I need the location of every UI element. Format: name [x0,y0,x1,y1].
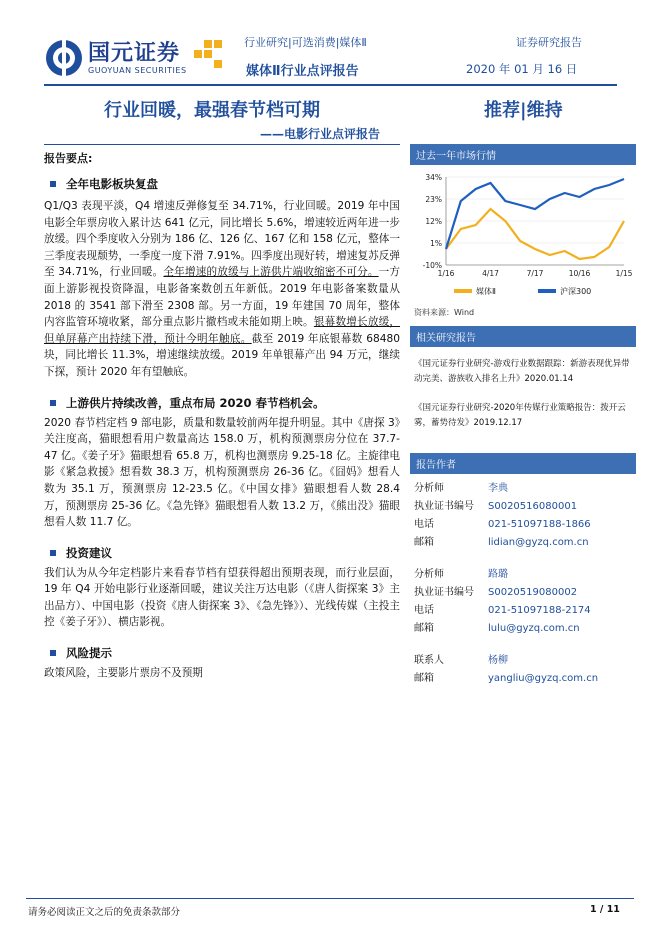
bullet-icon [50,400,56,406]
summary-label: 报告要点: [44,152,93,165]
y-tick-label: 23% [425,195,442,204]
headline-subtitle: ——电影行业点评报告 [260,127,381,141]
legend-swatch [454,289,472,293]
company-logo [44,34,224,82]
section-1-body: Q1/Q3 表现平淡，Q4 增速反弹修复至 34.71%，行业回暖。2019 年中国电影全年票房收入累计达 641 亿元，同比增长 5.6%，增速较近两年进一步放缓。四个季度收入分别为 186 亿、126 亿、167 亿和 158 亿元，整体一三季度表现颓势，一季度一度下滑 7.91%。四季度出现好转，增速复苏反弹至 34.71%，行业回暖。全年增速的放缓与上游供片端收缩密不可分。一方面上游影视投资降温，电影备案数创五年新低。2019 年电影备案数量从 2018 的 3541 部下滑至 2308 部。另一方面，19 年建国 70 周年，整体内容监管环境收紧，部分重点影片撤档或未能如期上映。银幕数增长放缓，但单屏幕产出持续下滑，预计今明年触底。截至 2019 年底银幕数 68480 块，同比增长 11.3%，增速继续放缓。2019 年单银幕产出 94 万元，继续下探，预计 2020 年有望触底。 [44,200,401,378]
author-3: 联系人 杨柳 邮箱 yangliu@gyzq.com.cn [414,655,599,684]
related-header: 相关研究报告 [410,326,636,347]
author-email[interactable]: yangliu@gyzq.com.cn [488,673,599,684]
author-tel: 021-51097188-1866 [488,519,591,530]
company-name-cn: 国元证券 [88,41,181,66]
legend-label: 媒体Ⅱ [476,287,496,296]
section-1-title: 全年电影板块复盘 [44,176,400,192]
author-name: 杨柳 [488,655,508,666]
section-4-title: 风险提示 [44,645,400,661]
author-name: 李典 [488,483,508,494]
x-tick-label: 10/16 [568,269,591,278]
series-line-1 [446,209,624,259]
market-chart [410,167,636,305]
y-tick-label: 34% [425,173,442,182]
section-2 [44,395,400,531]
report-date: 2020 年 01 月 16 日 [466,62,578,76]
section-3-body: 我们认为从今年定档影片来看春节档有望获得超出预期表现，而行业层面，19 年 Q4 开始电影行业逐渐回暖，建议关注万达电影（《唐人街探案 3》主出品方）、中国电影（投资《唐人街探案 3》、《急先锋》）、光线传媒（主投主控《姜子牙》）、横店影视。 [44,566,400,629]
author-1: 分析师 李典 执业证书编号 S0020516080001 电话 021-51097188-1866 邮箱 lidian@gyzq.com.cn [414,483,591,548]
section-4-body: 政策风险，主要影片票房不及预期 [44,667,203,680]
section-2-body: 2020 春节档定档 9 部电影，质量和数量较前两年提升明显。其中《唐探 3》关注度高，猫眼想看用户数量高达 158.0 万，机构预测票房分位在 37.7-47 亿。《姜子牙》猫眼想看 65.8 万，机构也测票房 9.25-18 亿。主旋律电影《紧急救援》想看数 38.3 万，机构预测票房 26-36 亿。《囧妈》想看人数为 35.1 万，预测票房 12-23.5 亿。《中国女排》猫眼想看人数 28.4 万，预测票房 25-36 亿。《急先锋》猫眼想看人数 13.2 万，《熊出没》猫眼想看人数 11.7 亿。 [44,416,400,529]
footer-disclaimer: 请务必阅读正文之后的免责条款部分 [28,907,181,918]
author-email[interactable]: lulu@gyzq.com.cn [488,623,580,634]
rating: 推荐|维持 [484,100,563,121]
main-column [44,176,400,682]
bullet-icon [50,650,56,656]
author-email[interactable]: lidian@gyzq.com.cn [488,537,589,548]
authors-header: 报告作者 [410,453,636,474]
page-number: 1 / 11 [590,904,620,915]
report-kind: 证券研究报告 [516,36,582,49]
author-cert: S0020519080002 [488,587,578,598]
header-categories: 行业研究|可选消费|媒体Ⅱ [244,36,367,49]
x-tick-label: 1/15 [615,269,633,278]
author-2: 分析师 路璐 执业证书编号 S0020519080002 电话 021-51097188-2174 邮箱 lulu@gyzq.com.cn [414,569,591,634]
report-title: 媒体Ⅱ行业点评报告 [246,64,359,79]
x-tick-label: 4/17 [482,269,499,278]
x-tick-label: 7/17 [526,269,544,278]
section-2-title: 上游供片持续改善，重点布局 2020 春节档机会。 [44,395,400,411]
market-panel-header: 过去一年市场行情 [410,144,636,165]
author-tel: 021-51097188-2174 [488,605,591,616]
bullet-icon [50,181,56,187]
related-item-2[interactable]: 《国元证券行业研究-2020年传媒行业策略报告：拨开云雾，蓄势待发》2019.12.17 [414,403,626,428]
legend-swatch [538,289,556,293]
company-name-en: GUOYUAN SECURITIES [88,66,187,75]
x-tick-label: 1/16 [437,269,455,278]
logo-squares-icon [190,40,224,70]
footer-rule [26,898,634,899]
sidebar [410,144,636,688]
related-item-1[interactable]: 《国元证券行业研究-游戏行业数据跟踪：新游表现优异带动完美、游族收入排名上升》2020.01.14 [414,359,630,384]
chart-source: 资料来源：Wind [414,308,475,317]
y-tick-label: -10% [422,261,442,270]
headline-rule [44,144,400,145]
author-name: 路璐 [488,569,508,580]
author-cert: S0020516080001 [488,501,578,512]
legend-label: 沪深300 [560,287,592,296]
section-3 [44,545,400,631]
bullet-icon [50,550,56,556]
y-tick-label: 12% [425,217,442,226]
section-4 [44,645,400,682]
headline-title: 行业回暖，最强春节档可期 [104,100,320,121]
header-rule [44,84,617,86]
section-3-title: 投资建议 [44,545,400,561]
series-line-2 [446,179,624,249]
logo-emblem-icon [44,38,84,78]
section-1 [44,176,400,381]
y-tick-label: 1% [430,239,442,248]
